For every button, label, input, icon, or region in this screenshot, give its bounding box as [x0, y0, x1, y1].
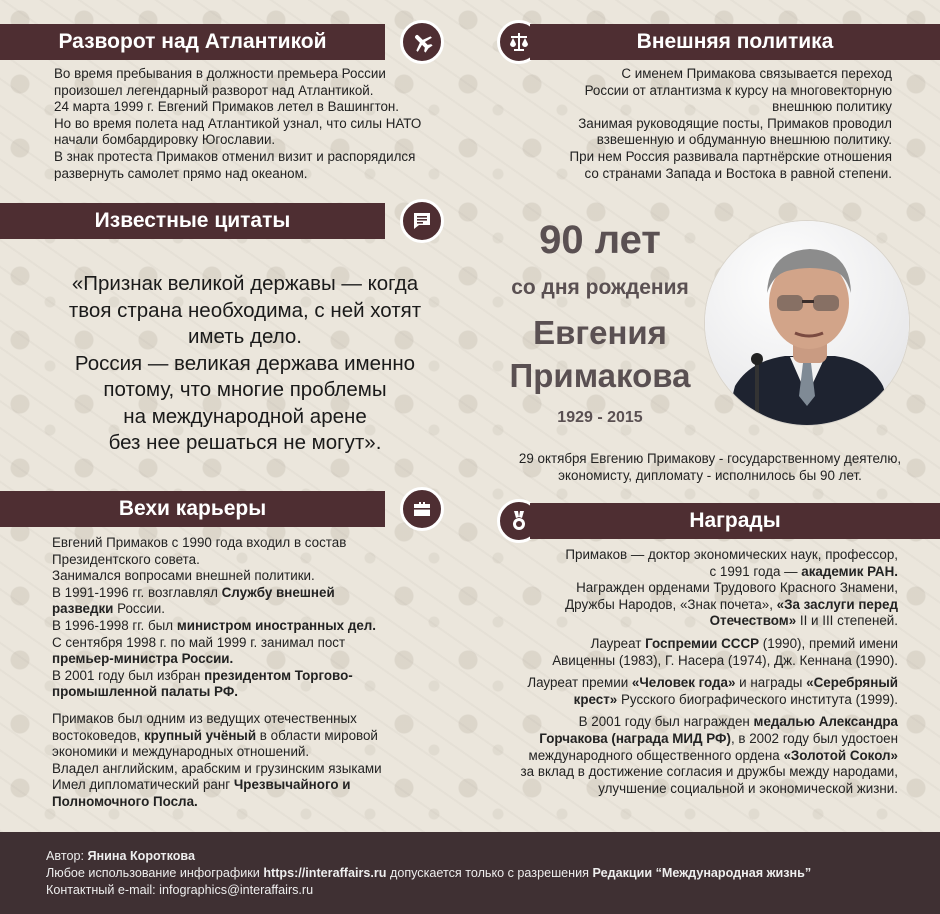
foreign-line: внешнюю политику — [772, 99, 892, 115]
title-since-birth: со дня рождения — [511, 276, 689, 299]
career-line: экономики и международных отношений. — [52, 744, 310, 760]
awards-text-fragment: Русского биографического института (1999). — [617, 691, 898, 707]
career-highlight: разведки — [52, 601, 114, 617]
foreign-line: Занимая руководящие посты, Примаков проводил — [578, 115, 892, 131]
footer-contact-email[interactable]: Контактный e-mail: infographics@interaffairs.ru — [46, 883, 314, 897]
awards-line: Награжден орденами Трудового Красного Знамени, — [576, 580, 898, 596]
awards-highlight: крест» — [573, 691, 618, 707]
career-line — [52, 668, 472, 685]
banner-foreign-policy — [530, 24, 940, 60]
awards-line — [486, 714, 898, 731]
awards-highlight: академик РАН. — [801, 563, 898, 579]
briefcase-icon — [400, 487, 444, 531]
career-text-fragment: В 1991-1996 гг. возглавлял — [52, 584, 222, 600]
awards-highlight: Отечеством» — [709, 613, 797, 629]
awards-line: за вклад в достижение согласия и дружбы между народами, — [520, 764, 898, 780]
career-line — [52, 585, 472, 602]
title-name-first: Евгения — [533, 314, 667, 351]
career-line: Владел английским, арабским и грузинским языками — [52, 760, 382, 776]
awards-highlight: «За заслуги перед — [776, 596, 898, 612]
awards-highlight: «Золотой Сокол» — [783, 747, 898, 763]
career-highlight: промышленной палаты РФ. — [52, 684, 238, 700]
career-highlight: министром иностранных дел. — [176, 617, 376, 633]
career-line — [52, 618, 472, 635]
atlantic-line: начали бомбардировку Югославии. — [54, 132, 276, 148]
career-line — [52, 684, 472, 701]
banner-quotes-title: Известные цитаты — [94, 209, 291, 232]
awards-line — [486, 564, 898, 581]
career-line: Евгений Примаков с 1990 года входил в состав — [52, 535, 347, 550]
awards-line — [486, 597, 898, 614]
career-text-fragment: в области мировой — [256, 727, 378, 743]
career-line — [52, 651, 472, 668]
awards-line — [486, 613, 898, 630]
atlantic-line: Во время пребывания в должности премьера России — [54, 66, 386, 81]
awards-highlight: Госпремии СССР — [645, 635, 760, 651]
awards-line — [486, 675, 898, 692]
life-dates: 1929 - 2015 — [557, 409, 643, 426]
title-name-last: Примакова — [509, 357, 691, 394]
awards-text-fragment: Лауреат премии — [527, 675, 632, 691]
career-line: Примаков был одним из ведущих отечественных — [52, 710, 357, 726]
editorial-name: Редакции “Международная жизнь” — [592, 866, 812, 880]
career-highlight: Службу внешней — [221, 584, 335, 600]
banner-atlantic-title: Разворот над Атлантикой — [58, 30, 327, 53]
quote-line: иметь дело. — [187, 325, 302, 348]
foreign-line: со странами Запада и Востока в равной степени. — [584, 165, 892, 181]
career-text-fragment: востоковедов, — [52, 727, 144, 743]
awards-text-fragment: В 2001 году был награжден — [578, 714, 754, 730]
awards-line — [486, 731, 898, 748]
banner-career-title: Вехи карьеры — [118, 497, 267, 520]
banner-quotes — [0, 203, 385, 239]
awards-text-fragment: , в 2002 году был удостоен — [730, 730, 898, 746]
portrait-photo — [705, 221, 909, 425]
awards-text-fragment: международного общественного ордена — [528, 747, 784, 763]
quote-line: без нее решаться не могут». — [108, 431, 382, 454]
awards-line: улучшение социальной и экономической жизни. — [598, 780, 898, 796]
foreign-line: России от атлантизма к курсу на многовекторную — [584, 82, 892, 98]
awards-highlight: «Человек года» — [631, 675, 736, 691]
career-highlight: президентом Торгово- — [204, 667, 353, 683]
caption-line: 29 октября Евгению Примакову - государственному деятелю, — [518, 451, 902, 466]
usage-text: допускается только с разрешения — [386, 866, 593, 880]
awards-text — [486, 547, 898, 797]
awards-line: Авиценны (1983), Г. Насера (1974), Дж. Кеннана (1990). — [552, 652, 898, 668]
awards-text-fragment: II и III степеней. — [796, 613, 898, 629]
foreign-line: При нем Россия развивала партнёрские отношения — [569, 148, 892, 164]
awards-line: Примаков — доктор экономических наук, профессор, — [565, 547, 898, 562]
usage-text: Любое использование инфографики — [46, 866, 264, 880]
career-line — [52, 777, 472, 794]
banner-awards — [530, 503, 940, 539]
footer — [0, 832, 940, 914]
quote-line: на международной арене — [123, 404, 367, 428]
atlantic-line: развернуть самолет прямо над океаном. — [54, 165, 308, 181]
atlantic-text — [54, 66, 454, 182]
career-line: Занимался вопросами внешней политики. — [52, 568, 315, 584]
awards-line — [486, 748, 898, 765]
career-line — [52, 601, 472, 618]
author-name: Янина Короткова — [87, 849, 195, 863]
atlantic-line: В знак протеста Примаков отменил визит и распорядился — [54, 148, 416, 164]
footer-usage — [46, 865, 811, 882]
career-highlight: премьер-министра России. — [52, 651, 234, 667]
atlantic-line: произошел легендарный разворот над Атлантикой. — [54, 82, 374, 98]
banner-foreign-policy-title: Внешняя политика — [636, 30, 834, 53]
author-label: Автор: — [46, 849, 88, 863]
foreign-policy-text — [490, 66, 892, 182]
awards-text-fragment: Дружбы Народов, «Знак почета», — [565, 596, 777, 612]
airplane-icon — [400, 20, 444, 64]
career-highlight: Полномочного Посла. — [52, 793, 198, 809]
career-text-fragment: Имел дипломатический ранг — [52, 777, 234, 793]
banner-atlantic — [0, 24, 385, 60]
awards-highlight: Горчакова (награда МИД РФ) — [539, 730, 731, 746]
awards-text-fragment: с 1991 года — — [709, 563, 802, 579]
awards-highlight: медалью Александра — [753, 714, 898, 730]
site-link[interactable]: https://interaffairs.ru — [263, 866, 387, 880]
quote-line: «Признак великой державы — когда — [71, 272, 419, 295]
awards-text-fragment: (1990), премий имени — [759, 635, 898, 651]
awards-line — [486, 692, 898, 709]
foreign-line: С именем Примакова связывается переход — [621, 66, 892, 81]
career-line — [52, 794, 472, 811]
awards-line — [486, 636, 898, 653]
career-text-fragment: В 1996-1998 гг. был — [52, 617, 177, 633]
birthday-caption — [505, 451, 915, 484]
career-text-fragment: России. — [113, 601, 165, 617]
footer-author — [46, 848, 811, 865]
banner-career — [0, 491, 385, 527]
awards-highlight: «Серебряный — [806, 675, 898, 691]
speech-bubble-icon — [400, 199, 444, 243]
career-line — [52, 728, 472, 745]
career-line: Президентского совета. — [52, 551, 200, 567]
quote-line: твоя страна необходима, с ней хотят — [68, 298, 422, 322]
foreign-line: взвешенную и обдуманную внешнюю политику. — [596, 132, 892, 148]
quote-line: потому, что многие проблемы — [103, 378, 387, 401]
quote-line: Россия — великая держава именно — [74, 351, 416, 375]
career-line: С сентября 1998 г. по май 1999 г. занимал пост — [52, 634, 346, 650]
career-highlight: Чрезвычайного и — [233, 777, 351, 793]
career-text — [52, 535, 472, 811]
atlantic-line: Но во время полета над Атлантикой узнал, что силы НАТО — [54, 115, 422, 131]
career-highlight: крупный учёный — [143, 727, 257, 743]
atlantic-line: 24 марта 1999 г. Евгений Примаков летел в Вашингтон. — [54, 99, 400, 115]
famous-quote — [20, 271, 470, 457]
title-years: 90 лет — [539, 218, 661, 262]
banner-awards-title: Награды — [689, 509, 781, 532]
awards-text-fragment: и награды — [735, 675, 807, 691]
career-text-fragment: В 2001 году был избран — [52, 667, 205, 683]
awards-text-fragment: Лауреат — [590, 635, 646, 651]
caption-line: экономисту, дипломату - исполнилось бы 90 лет. — [558, 467, 862, 483]
